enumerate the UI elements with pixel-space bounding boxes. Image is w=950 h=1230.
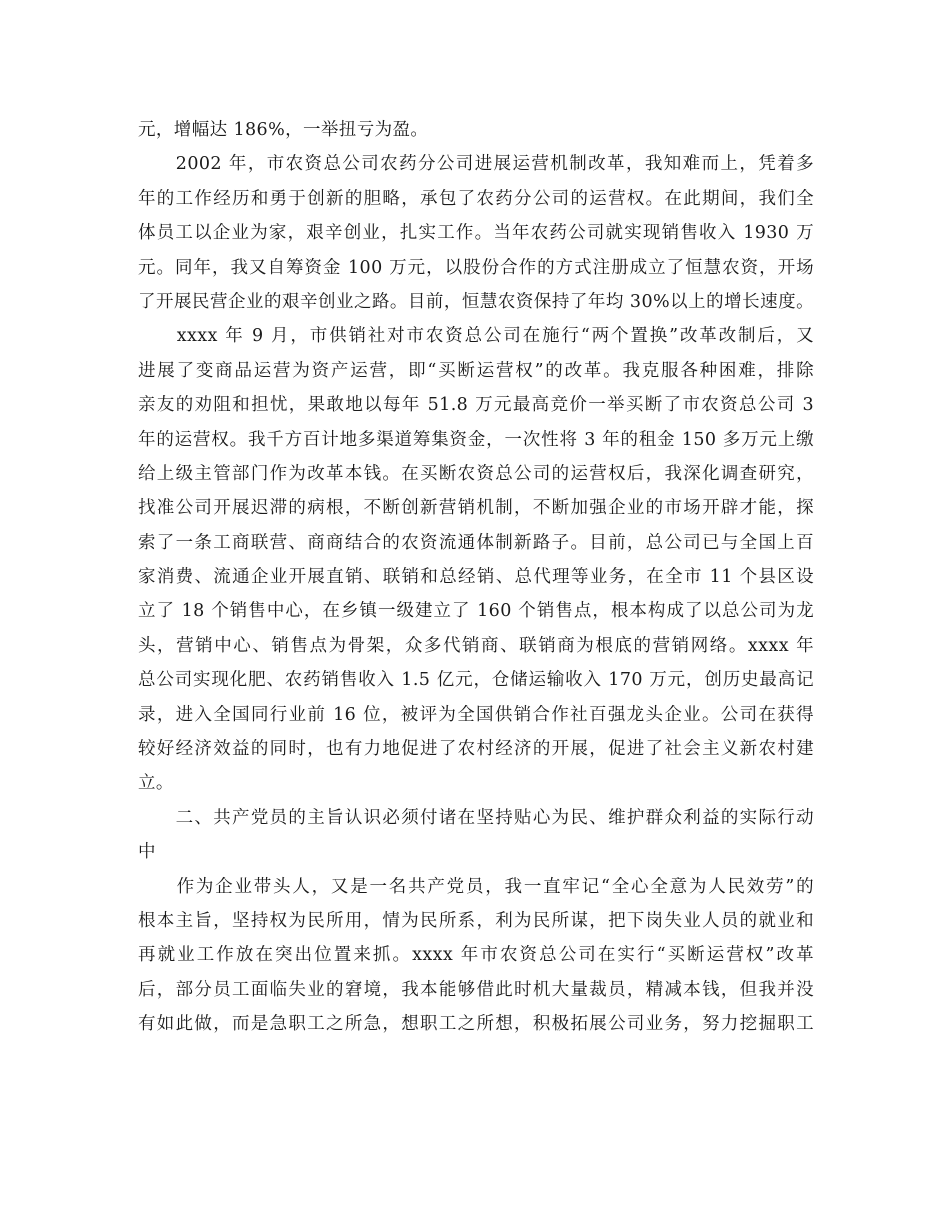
- text-line: 2002 年，市农资总公司农药分公司进展运营机制改革，我知难而上，凭着多: [138, 154, 814, 175]
- text-line: 立。: [138, 773, 174, 794]
- text-line: 较好经济效益的同时，也有力地促进了农村经济的开展，促进了社会主义新农村建: [138, 739, 814, 760]
- text-line: 进展了变商品运营为资产运营，即“买断运营权”的改革。我克服各种困难，排除: [138, 360, 814, 381]
- text-line: 总公司实现化肥、农药销售收入 1.5 亿元，仓储运输收入 170 万元，创历史最高记: [138, 670, 814, 691]
- section-heading-line: 二、共产党员的主旨认识必须付诸在坚持贴心为民、维护群众利益的实际行动: [138, 807, 814, 828]
- text-line: 录，进入全国同行业前 16 位，被评为全国供销合作社百强龙头企业。公司在获得: [138, 704, 814, 725]
- text-line: 年的工作经历和勇于创新的胆略，承包了农药分公司的运营权。在此期间，我们全: [138, 188, 814, 209]
- text-line: 元，增幅达 186%，一举扭亏为盈。: [138, 120, 429, 140]
- text-line: 索了一条工商联营、商商结合的农资流通体制新路子。目前，总公司已与全国上百: [138, 532, 814, 553]
- text-line: 了开展民营企业的艰辛创业之路。目前，恒慧农资保持了年均 30%以上的增长速度。: [138, 291, 814, 312]
- text-line: 有如此做，而是急职工之所急，想职工之所想，积极拓展公司业务，努力挖掘职工: [138, 1014, 814, 1035]
- text-line: 根本主旨，坚持权为民所用，情为民所系，利为民所谋，把下岗失业人员的就业和: [138, 910, 814, 931]
- text-line: 找准公司开展迟滞的病根，不断创新营销机制，不断加强企业的市场开辟才能，探: [138, 498, 814, 519]
- text-line: 元。同年，我又自筹资金 100 万元，以股份合作的方式注册成立了恒慧农资，开场: [138, 257, 814, 278]
- text-line: 再就业工作放在突出位置来抓。xxxx 年市农资总公司在实行“买断运营权”改革: [138, 945, 814, 966]
- text-line: 作为企业带头人，又是一名共产党员，我一直牢记“全心全意为人民效劳”的: [138, 876, 814, 897]
- text-line: 体员工以企业为家，艰辛创业，扎实工作。当年农药公司就实现销售收入 1930 万: [138, 223, 814, 244]
- text-line: 年的运营权。我千方百计地多渠道筹集资金，一次性将 3 年的租金 150 多万元上缴: [138, 429, 814, 450]
- text-line: 家消费、流通企业开展直销、联销和总经销、总代理等业务，在全市 11 个县区设: [138, 567, 814, 588]
- section-heading-line: 中: [138, 842, 156, 863]
- text-line: 后，部分员工面临失业的窘境，我本能够借此时机大量裁员，精减本钱，但我并没: [138, 979, 814, 1000]
- text-line: 头，营销中心、销售点为骨架，众多代销商、联销商为根底的营销网络。xxxx 年: [138, 635, 814, 656]
- text-line: xxxx 年 9 月，市供销社对市农资总公司在施行“两个置换”改革改制后，又: [138, 326, 814, 347]
- text-line: 立了 18 个销售中心，在乡镇一级建立了 160 个销售点，根本构成了以总公司为龙: [138, 601, 814, 622]
- document-body: [138, 113, 814, 1042]
- text-line: 亲友的劝阻和担忧，果敢地以每年 51.8 万元最高竞价一举买断了市农资总公司 3: [138, 395, 814, 416]
- text-line: 给上级主管部门作为改革本钱。在买断农资总公司的运营权后，我深化调查研究，: [138, 463, 814, 484]
